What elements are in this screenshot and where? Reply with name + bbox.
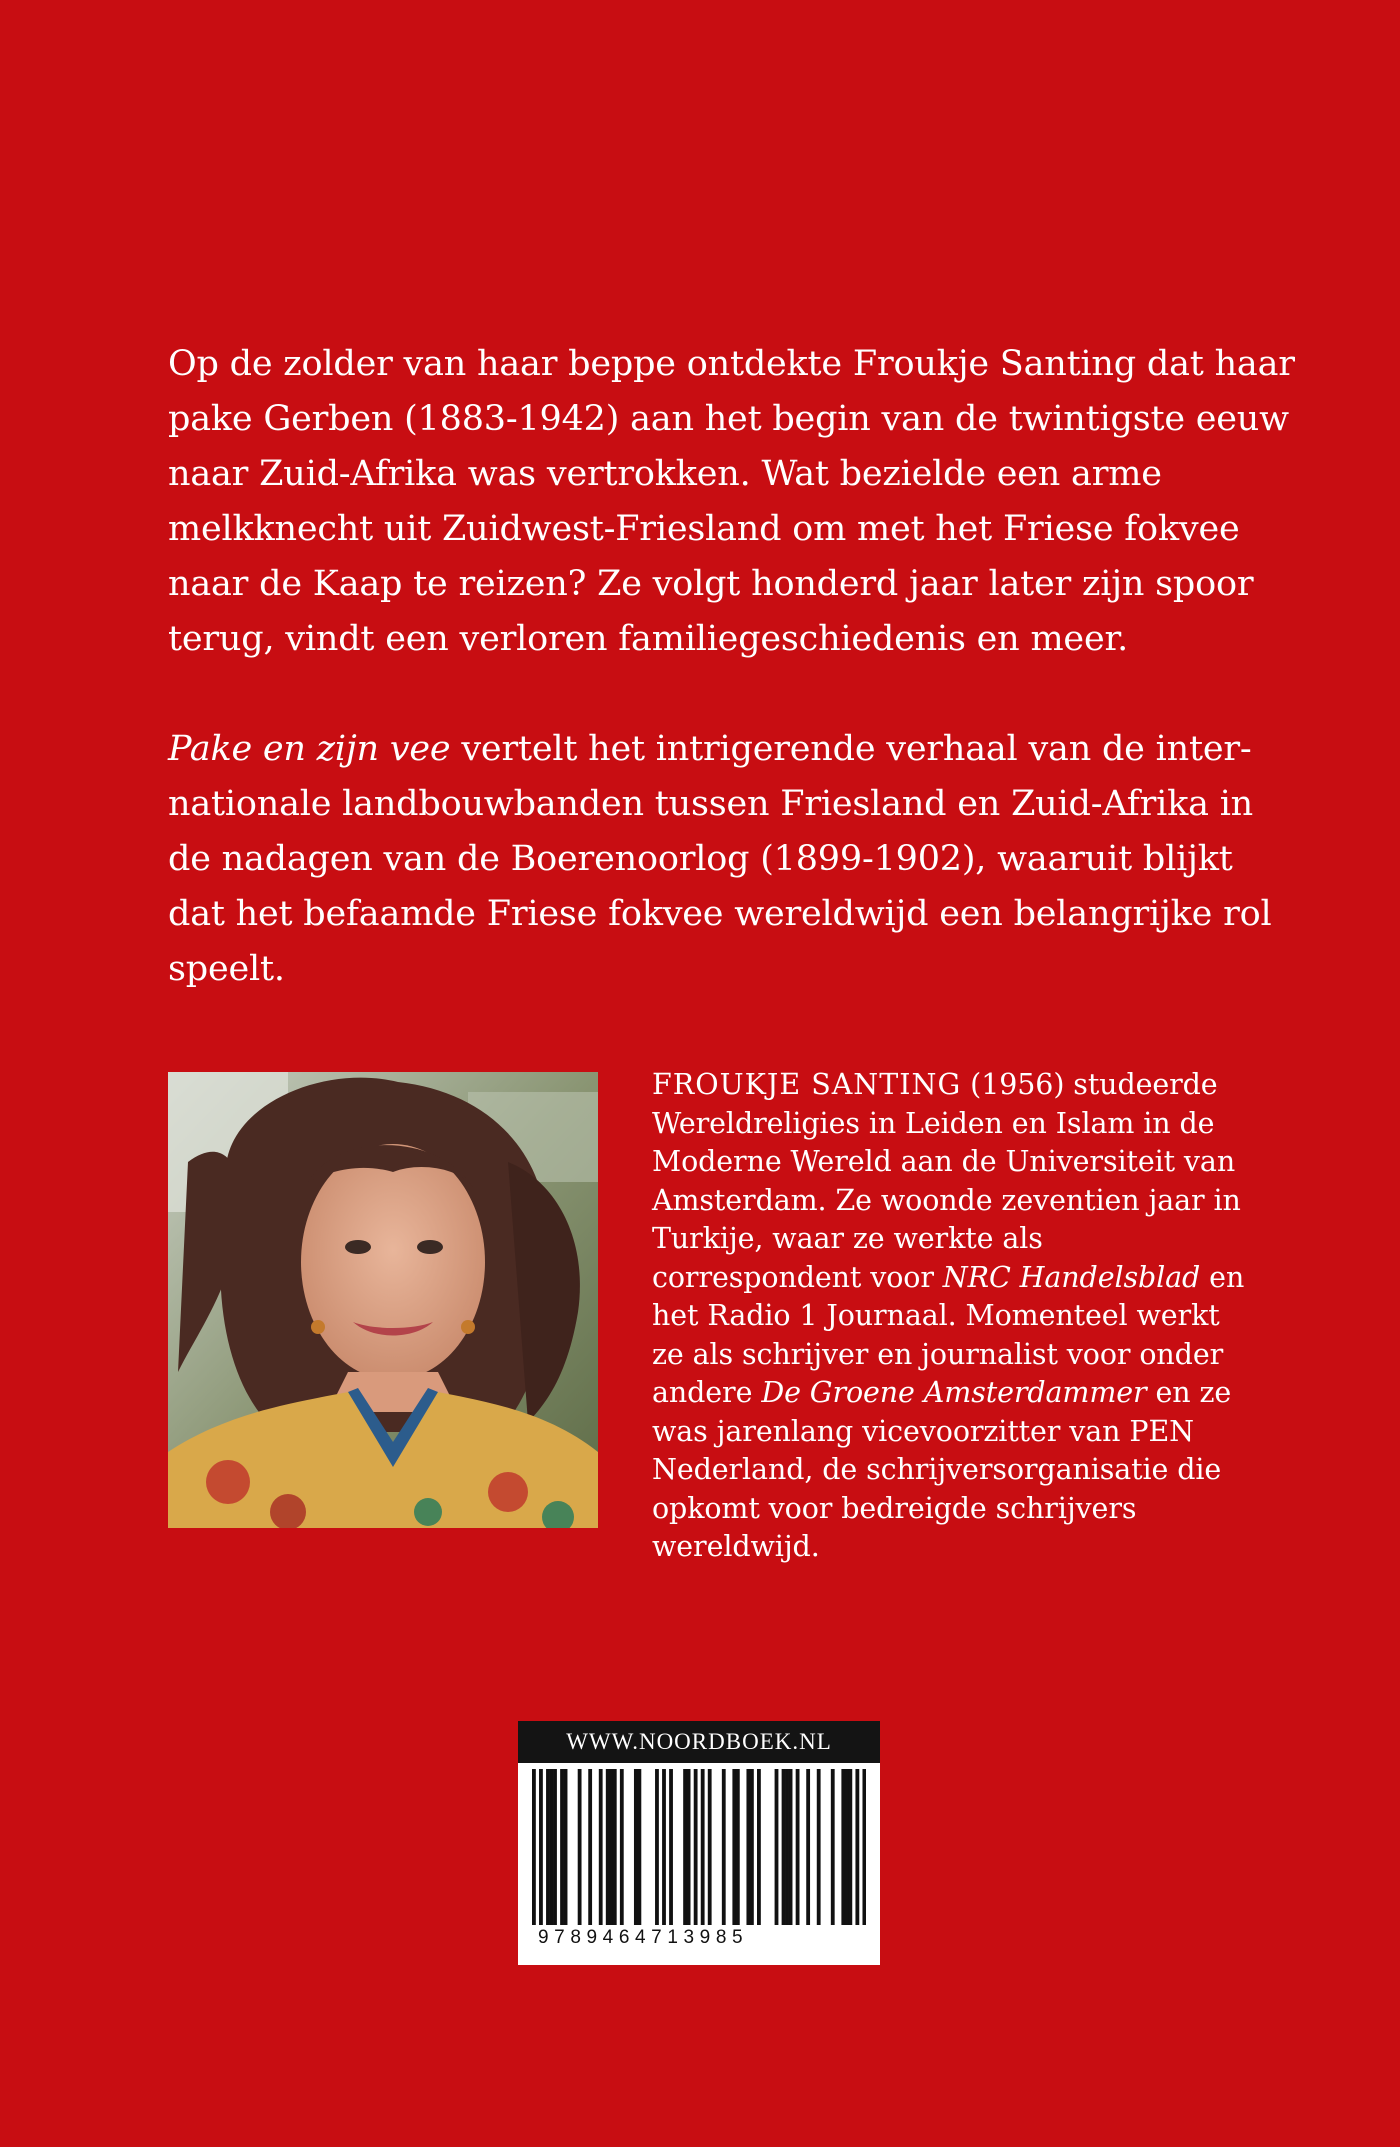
barcode-bar [796, 1769, 800, 1925]
barcode-bars [532, 1769, 866, 1925]
barcode-bar [785, 1769, 789, 1925]
book-title: Pake en zijn vee [168, 729, 451, 769]
author-bio-text-1: (1956) studeerde Wereldreligies in Leiden en Islam in de Moderne Wereld aan de Universiteit van Amsterdam. Ze woonde zeventien jaar in Turkije, waar ze werkte als correspondent voor [652, 1068, 1241, 1294]
barcode-bar [775, 1769, 779, 1925]
barcode-bar [687, 1769, 691, 1925]
barcode-bar [655, 1769, 659, 1925]
barcode-bar [757, 1769, 761, 1925]
author-portrait-illustration [168, 1072, 598, 1528]
publisher-url: WWW.NOORDBOEK.NL [518, 1721, 880, 1763]
barcode-bar [532, 1769, 536, 1925]
magazine-name: De Groene Amsterdammer [761, 1376, 1147, 1409]
barcode-bar [841, 1769, 845, 1925]
barcode-bar [550, 1769, 554, 1925]
barcode-bar [831, 1769, 835, 1925]
barcode-bar [546, 1769, 550, 1925]
author-bio-text-3: en ze was jarenlang vicevoorzitter van PEN Nederland, de schrijversorganisatie die opkomt voor bedreigde schrijvers wereldwijd. [652, 1376, 1232, 1563]
barcode-bar [609, 1769, 613, 1925]
isbn-number: 9789464713985 [538, 1927, 749, 1948]
barcode-bar [701, 1769, 705, 1925]
barcode-bar [708, 1769, 712, 1925]
barcode-bar [669, 1769, 673, 1925]
barcode-bar [694, 1769, 698, 1925]
barcode-block [518, 1721, 880, 1965]
barcode-bar [599, 1769, 603, 1925]
barcode-bar [634, 1769, 638, 1925]
barcode-bar [862, 1769, 866, 1925]
barcode-bar [750, 1769, 754, 1925]
barcode-bar [620, 1769, 624, 1925]
barcode-bar [845, 1769, 849, 1925]
barcode-bar [613, 1769, 617, 1925]
barcode-bar [683, 1769, 687, 1925]
blurb-paragraph-2-text: vertelt het intrigerende verhaal van de inter-nationale landbouwbanden tussen Friesland en Zuid-Afrika in de nadagen van de Boerenoorlog (1899-1902), waaruit blijkt dat het befaamde Friese fokvee wereldwijd een belangrijke rol speelt. [168, 729, 1272, 989]
author-name: FROUKJE SANTING [652, 1068, 962, 1101]
barcode-bar [855, 1769, 859, 1925]
blurb [168, 337, 1298, 997]
barcode-bar [588, 1769, 592, 1925]
barcode-bar [578, 1769, 582, 1925]
barcode-bar [553, 1769, 557, 1925]
barcode-bar [539, 1769, 543, 1925]
barcode-bar [817, 1769, 821, 1925]
barcode-bar [746, 1769, 750, 1925]
blurb-paragraph-2 [168, 722, 1298, 997]
barcode-bar [662, 1769, 666, 1925]
author-bio [652, 1066, 1252, 1567]
barcode-bar [564, 1769, 568, 1925]
barcode-bar [722, 1769, 726, 1925]
barcode-bar [806, 1769, 810, 1925]
barcode-bar [637, 1769, 641, 1925]
author-photo [168, 1072, 598, 1528]
barcode-bar [782, 1769, 786, 1925]
barcode-bar [560, 1769, 564, 1925]
newspaper-name: NRC Handelsblad [942, 1260, 1201, 1294]
blurb-paragraph-1: Op de zolder van haar beppe ontdekte Froukje Santing dat haar pake Gerben (1883-1942) aan het begin van de twintigste eeuw naar Zuid-Afrika was vertrokken. Wat bezielde een arme melkknecht uit Zuidwest-Friesland om met het Friese fokvee naar de Kaap te reizen? Ze volgt honderd jaar later zijn spoor terug, vindt een verloren familiegeschiedenis en meer. [168, 344, 1295, 659]
barcode-bar [848, 1769, 852, 1925]
barcode-bar [736, 1769, 740, 1925]
author-bio-text-2: en het Radio 1 Journaal. Momenteel werkt ze als schrijver en journalist voor onder andere [652, 1260, 1245, 1409]
barcode-bar [606, 1769, 610, 1925]
barcode-bar [732, 1769, 736, 1925]
barcode-bar [789, 1769, 793, 1925]
